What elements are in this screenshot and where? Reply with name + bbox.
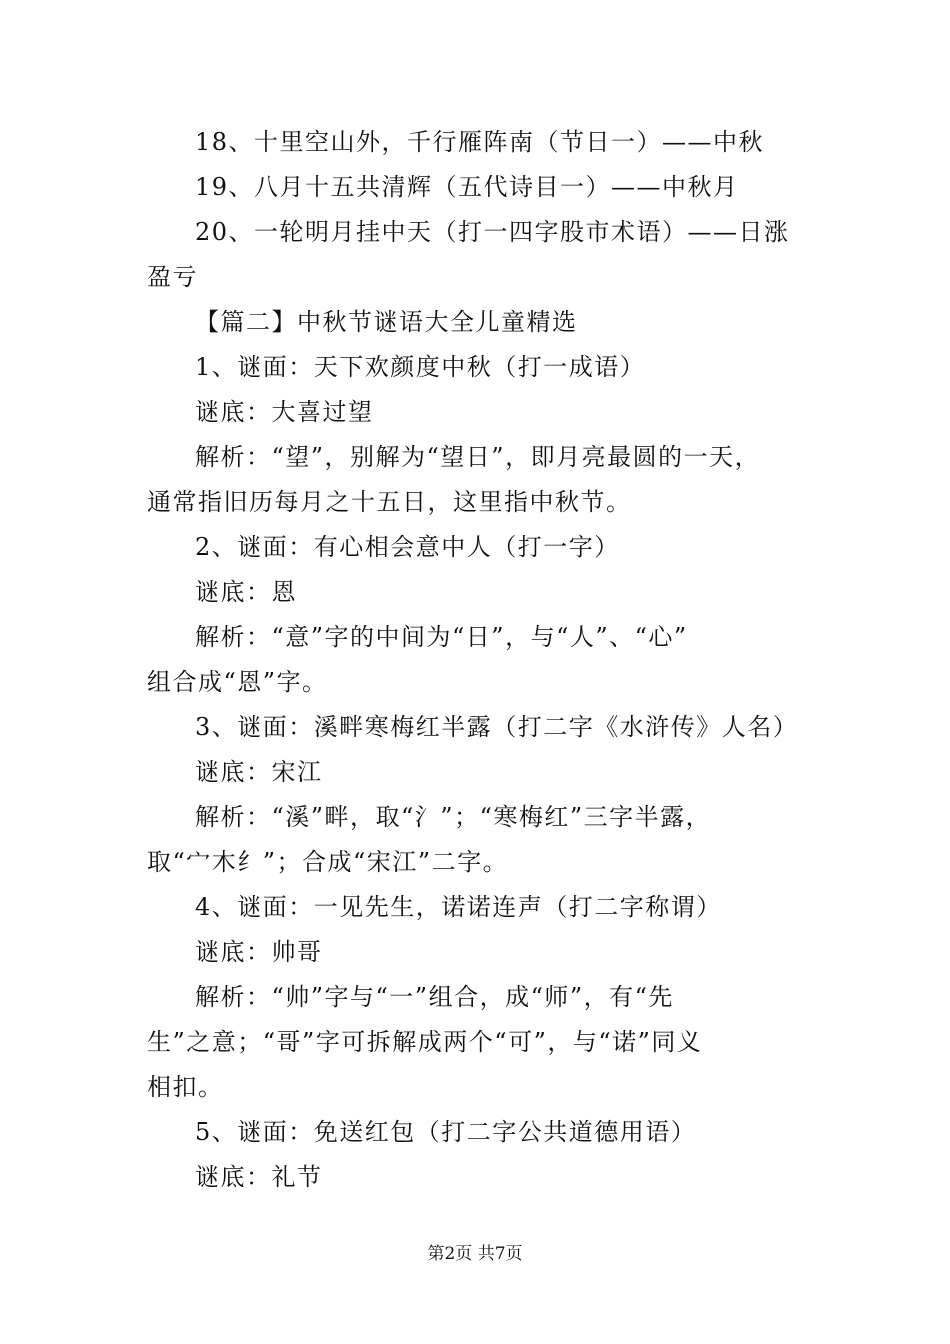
document-body bbox=[147, 120, 807, 1200]
riddle-answer: 谜底：大喜过望 bbox=[195, 398, 374, 426]
riddle-explanation-cont: 取“宀木纟”；合成“宋江”二字。 bbox=[147, 848, 509, 876]
text-line: 20、一轮明月挂中天（打一四字股市术语）——日涨 bbox=[195, 218, 790, 246]
riddle-question: 3、谜面：溪畔寒梅红半露（打二字《水浒传》人名） bbox=[195, 713, 799, 741]
text-line: 19、八月十五共清辉（五代诗目一）——中秋月 bbox=[195, 173, 739, 201]
riddle-question: 5、谜面：免送红包（打二字公共道德用语） bbox=[195, 1118, 697, 1146]
riddle-question: 2、谜面：有心相会意中人（打一字） bbox=[195, 533, 620, 561]
riddle-answer: 谜底：帅哥 bbox=[195, 938, 323, 966]
section-heading: 【篇二】中秋节谜语大全儿童精选 bbox=[195, 308, 578, 336]
riddle-explanation-cont: 相扣。 bbox=[147, 1073, 224, 1101]
riddle-explanation: 解析：“帅”字与“一”组合，成“师”，有“先 bbox=[195, 983, 674, 1011]
text-line: 18、十里空山外，千行雁阵南（节日一）——中秋 bbox=[195, 128, 765, 156]
riddle-explanation-cont: 组合成“恩”字。 bbox=[147, 668, 328, 696]
riddle-explanation: 解析：“溪”畔，取“氵”；“寒梅红”三字半露， bbox=[195, 803, 712, 831]
page-number-footer: 第2页 共7页 bbox=[427, 1244, 523, 1264]
riddle-question: 1、谜面：天下欢颜度中秋（打一成语） bbox=[195, 353, 646, 381]
text-line: 盈亏 bbox=[147, 263, 198, 291]
riddle-answer: 谜底：宋江 bbox=[195, 758, 323, 786]
riddle-explanation-cont: 生”之意；“哥”字可拆解成两个“可”，与“诺”同义 bbox=[147, 1028, 703, 1056]
riddle-explanation: 解析：“意”字的中间为“日”，与“人”、“心” bbox=[195, 623, 688, 651]
riddle-answer: 谜底：恩 bbox=[195, 578, 297, 606]
riddle-question: 4、谜面：一见先生，诺诺连声（打二字称谓） bbox=[195, 893, 722, 921]
riddle-explanation: 解析：“望”，别解为“望日”，即月亮最圆的一天， bbox=[195, 443, 761, 471]
riddle-explanation-cont: 通常指旧历每月之十五日，这里指中秋节。 bbox=[147, 488, 632, 516]
riddle-answer: 谜底：礼节 bbox=[195, 1163, 323, 1191]
